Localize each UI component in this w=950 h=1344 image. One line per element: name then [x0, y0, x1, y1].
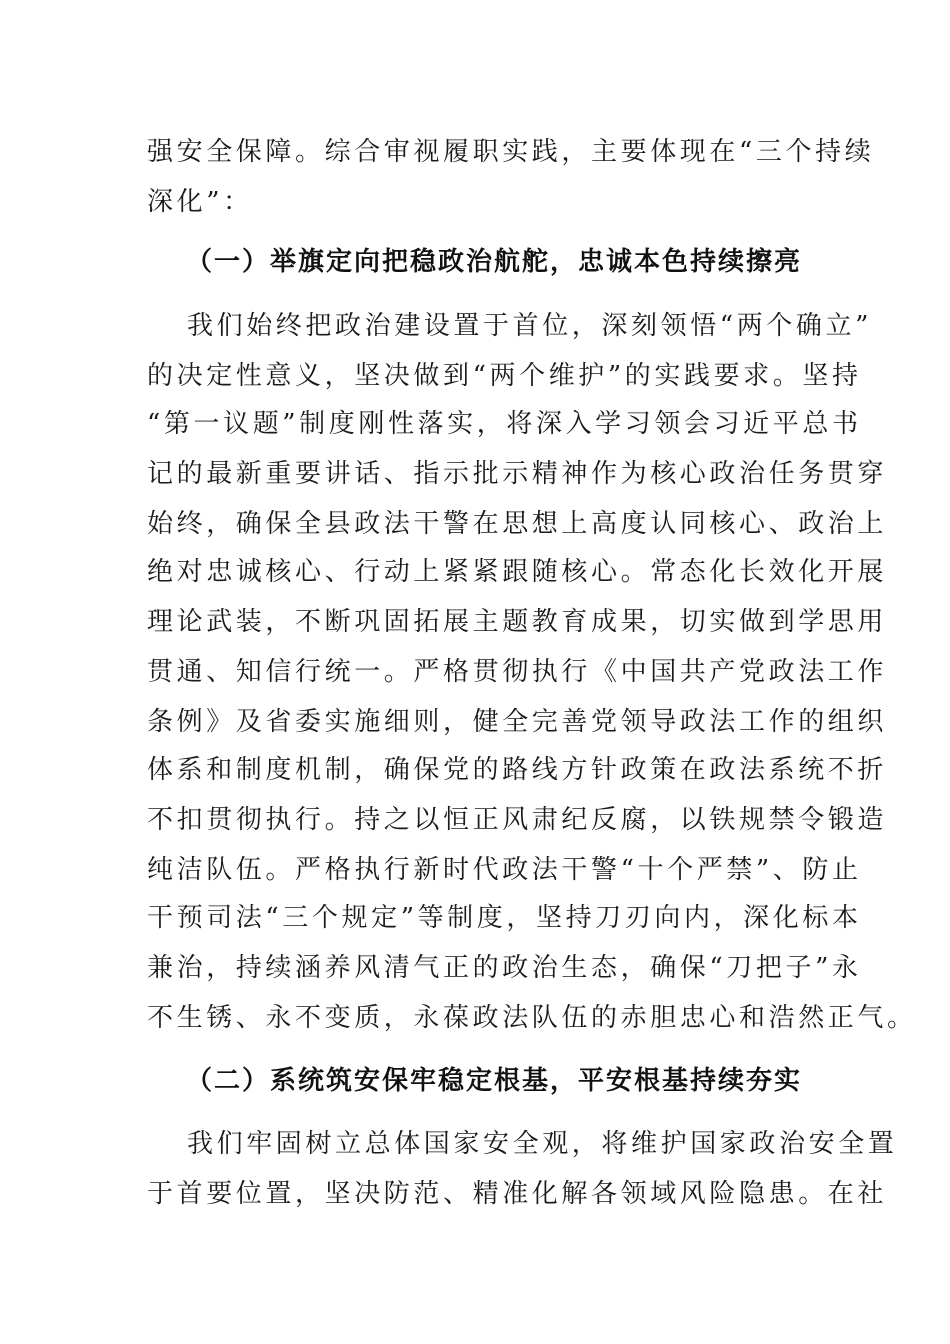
section-1-line-13: 干预司法“三个规定”等制度，坚持刀刃向内，深化标本	[147, 903, 862, 933]
section-1-line-14: 兼治，持续涵养风清气正的政治生态，确保“刀把子”永	[147, 953, 862, 983]
section-2-line-1: 我们牢固树立总体国家安全观，将维护国家政治安全置	[187, 1129, 898, 1159]
section-1-line-8: 贯通、知信行统一。严格贯彻执行《中国共产党政法工作	[147, 657, 888, 687]
section-1-heading: （一）举旗定向把稳政治航舵，忠诚本色持续擦亮	[186, 247, 803, 277]
section-1-line-6: 绝对忠诚核心、行动上紧紧跟随核心。常态化长效化开展	[147, 557, 888, 587]
section-1-line-7: 理论武装，不断巩固拓展主题教育成果，切实做到学思用	[147, 607, 888, 637]
section-1-line-1: 我们始终把政治建设置于首位，深刻领悟“两个确立”	[187, 311, 872, 341]
section-2-heading: （二）系统筑安保牢稳定根基，平安根基持续夯实	[186, 1066, 803, 1096]
section-1-line-11: 不扣贯彻执行。持之以恒正风肃纪反腐，以铁规禁令锻造	[147, 805, 888, 835]
section-1-line-4: 记的最新重要讲话、指示批示精神作为核心政治任务贯穿	[147, 459, 888, 489]
intro-line-1: 强安全保障。综合审视履职实践，主要体现在“三个持续	[147, 137, 875, 167]
intro-line-2: 深化”：	[147, 187, 253, 217]
section-1-line-10: 体系和制度机制，确保党的路线方针政策在政法系统不折	[147, 755, 888, 785]
section-2-line-2: 于首要位置，坚决防范、精准化解各领域风险隐患。在社	[147, 1179, 888, 1209]
section-1-line-3: “第一议题”制度刚性落实，将深入学习领会习近平总书	[147, 409, 862, 439]
section-1-line-12: 纯洁队伍。严格执行新时代政法干警“十个严禁”、防止	[147, 855, 862, 885]
section-1-line-15: 不生锈、永不变质，永葆政法队伍的赤胆忠心和浩然正气。	[147, 1003, 917, 1033]
section-1-line-9: 条例》及省委实施细则，健全完善党领导政法工作的组织	[147, 707, 888, 737]
section-1-line-2: 的决定性意义，坚决做到“两个维护”的实践要求。坚持	[147, 361, 862, 391]
section-1-line-5: 始终，确保全县政法干警在思想上高度认同核心、政治上	[147, 509, 888, 539]
